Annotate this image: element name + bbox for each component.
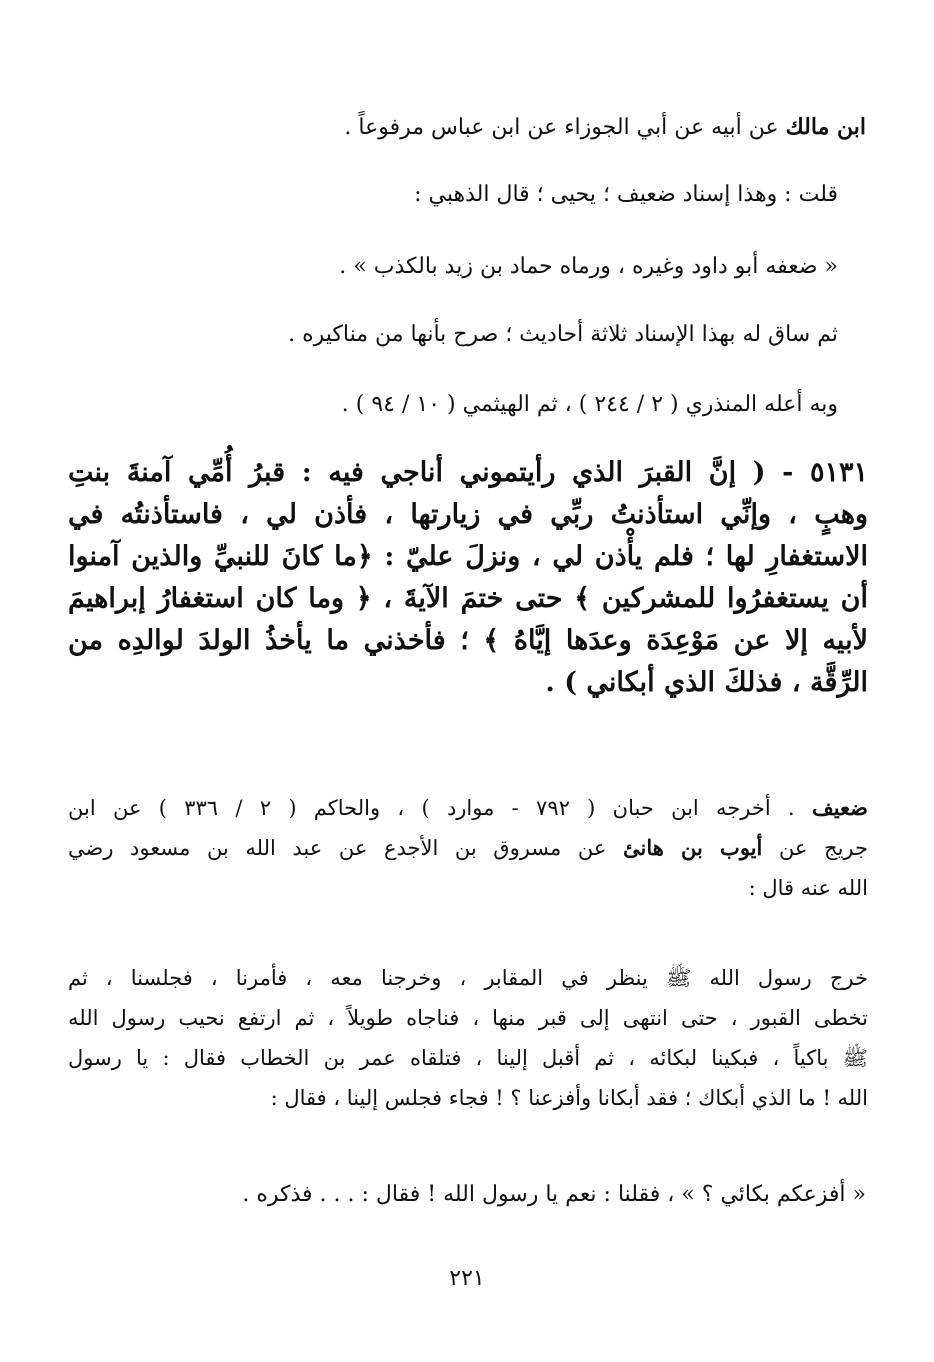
hadith-line: وهبٍ ، وإنِّي استأذنتُ ربِّي في زيارتها ، فأذن لي ، فاستأذنتُه في <box>68 499 868 530</box>
takhrij-line-2: جريج عن أيوب بن هانئ عن مسروق بن الأجدع عن عبد الله بن مسعود رضي <box>68 835 869 860</box>
intro-line-1 <box>344 112 866 143</box>
takhrij-line-3: الله عنه قال : <box>748 876 868 900</box>
narration-line: الله ! ما الذي أبكاك ؛ فقد أبكانا وأفزعنا ؟ ! فجاء فجلس إلينا ، فقال : <box>270 1086 868 1110</box>
takhrij-line-1: ضعيف . أخرجه ابن حبان ( ٧٩٢ - موارد ) ، والحاكم ( ٢ / ٣٣٦ ) عن ابن <box>68 795 868 820</box>
page-number: ٢٢١ <box>449 1266 485 1291</box>
intro-line-2: قلت : وهذا إسناد ضعيف ؛ يحيى ؛ قال الذهبي : <box>414 182 838 207</box>
hadith-text <box>68 452 868 704</box>
hadith-line: ٥١٣١ - ( إنَّ القبرَ الذي رأيتموني أناجي فيه : قبرُ أُمِّي آمنةَ بنتِ <box>68 457 868 488</box>
grade-label: ضعيف <box>811 795 868 820</box>
narrator-name: أيوب بن هانئ <box>622 835 763 860</box>
narration-paragraph <box>68 958 868 1118</box>
hadith-line: لأبيه إلا عن مَوْعِدَة وعدَها إيَّاهُ ﴾ ؛ فأخذني ما يأخذُ الولدَ لوالدِه من <box>68 625 868 656</box>
hadith-line: الاستغفارِ لها ؛ فلم يأْذن لي ، ونزلَ عليّ : ﴿ما كانَ للنبيِّ والذين آمنوا <box>68 541 868 572</box>
intro-line-1-text: عن أبيه عن أبي الجوزاء عن ابن عباس مرفوعاً . <box>344 115 786 140</box>
narration-line: تخطى القبور ، حتى انتهى إلى قبر منها ، فناجاه طويلاً ، ثم ارتفع نحيب رسول الله <box>68 1006 868 1030</box>
intro-line-4: ثم ساق له بهذا الإسناد ثلاثة أحاديث ؛ صرح بأنها من مناكيره . <box>288 322 838 347</box>
narration-closing: « أفزعكم بكائي ؟ » ، فقلنا : نعم يا رسول الله ! فقال : . . . فذكره . <box>242 1182 866 1207</box>
intro-line-3: « ضعفه أبو داود وغيره ، ورماه حماد بن زيد بالكذب » . <box>339 254 838 279</box>
narrator-name: ابن مالك <box>785 114 866 140</box>
hadith-line: أن يستغفرُوا للمشركين ﴾ حتى ختمَ الآيةَ ، ﴿ وما كان استغفارُ إبراهيمَ <box>68 583 868 614</box>
narration-line: خرج رسول الله ﷺ ينظر في المقابر ، وخرجنا معه ، فأمرنا ، فجلسنا ، ثم <box>68 966 868 990</box>
hadith-line: الرِّقَّة ، فذلكَ الذي أبكاني ) . <box>545 667 868 698</box>
narration-line: ﷺ باكياً ، فبكينا لبكائه ، ثم أقبل إلينا ، فتلقاه عمر بن الخطاب فقال : يا رسول <box>68 1046 868 1070</box>
intro-line-5: وبه أعله المنذري ( ٢ / ٢٤٤ ) ، ثم الهيثمي ( ١٠ / ٩٤ ) . <box>341 392 838 417</box>
takhrij-paragraph <box>68 788 868 908</box>
